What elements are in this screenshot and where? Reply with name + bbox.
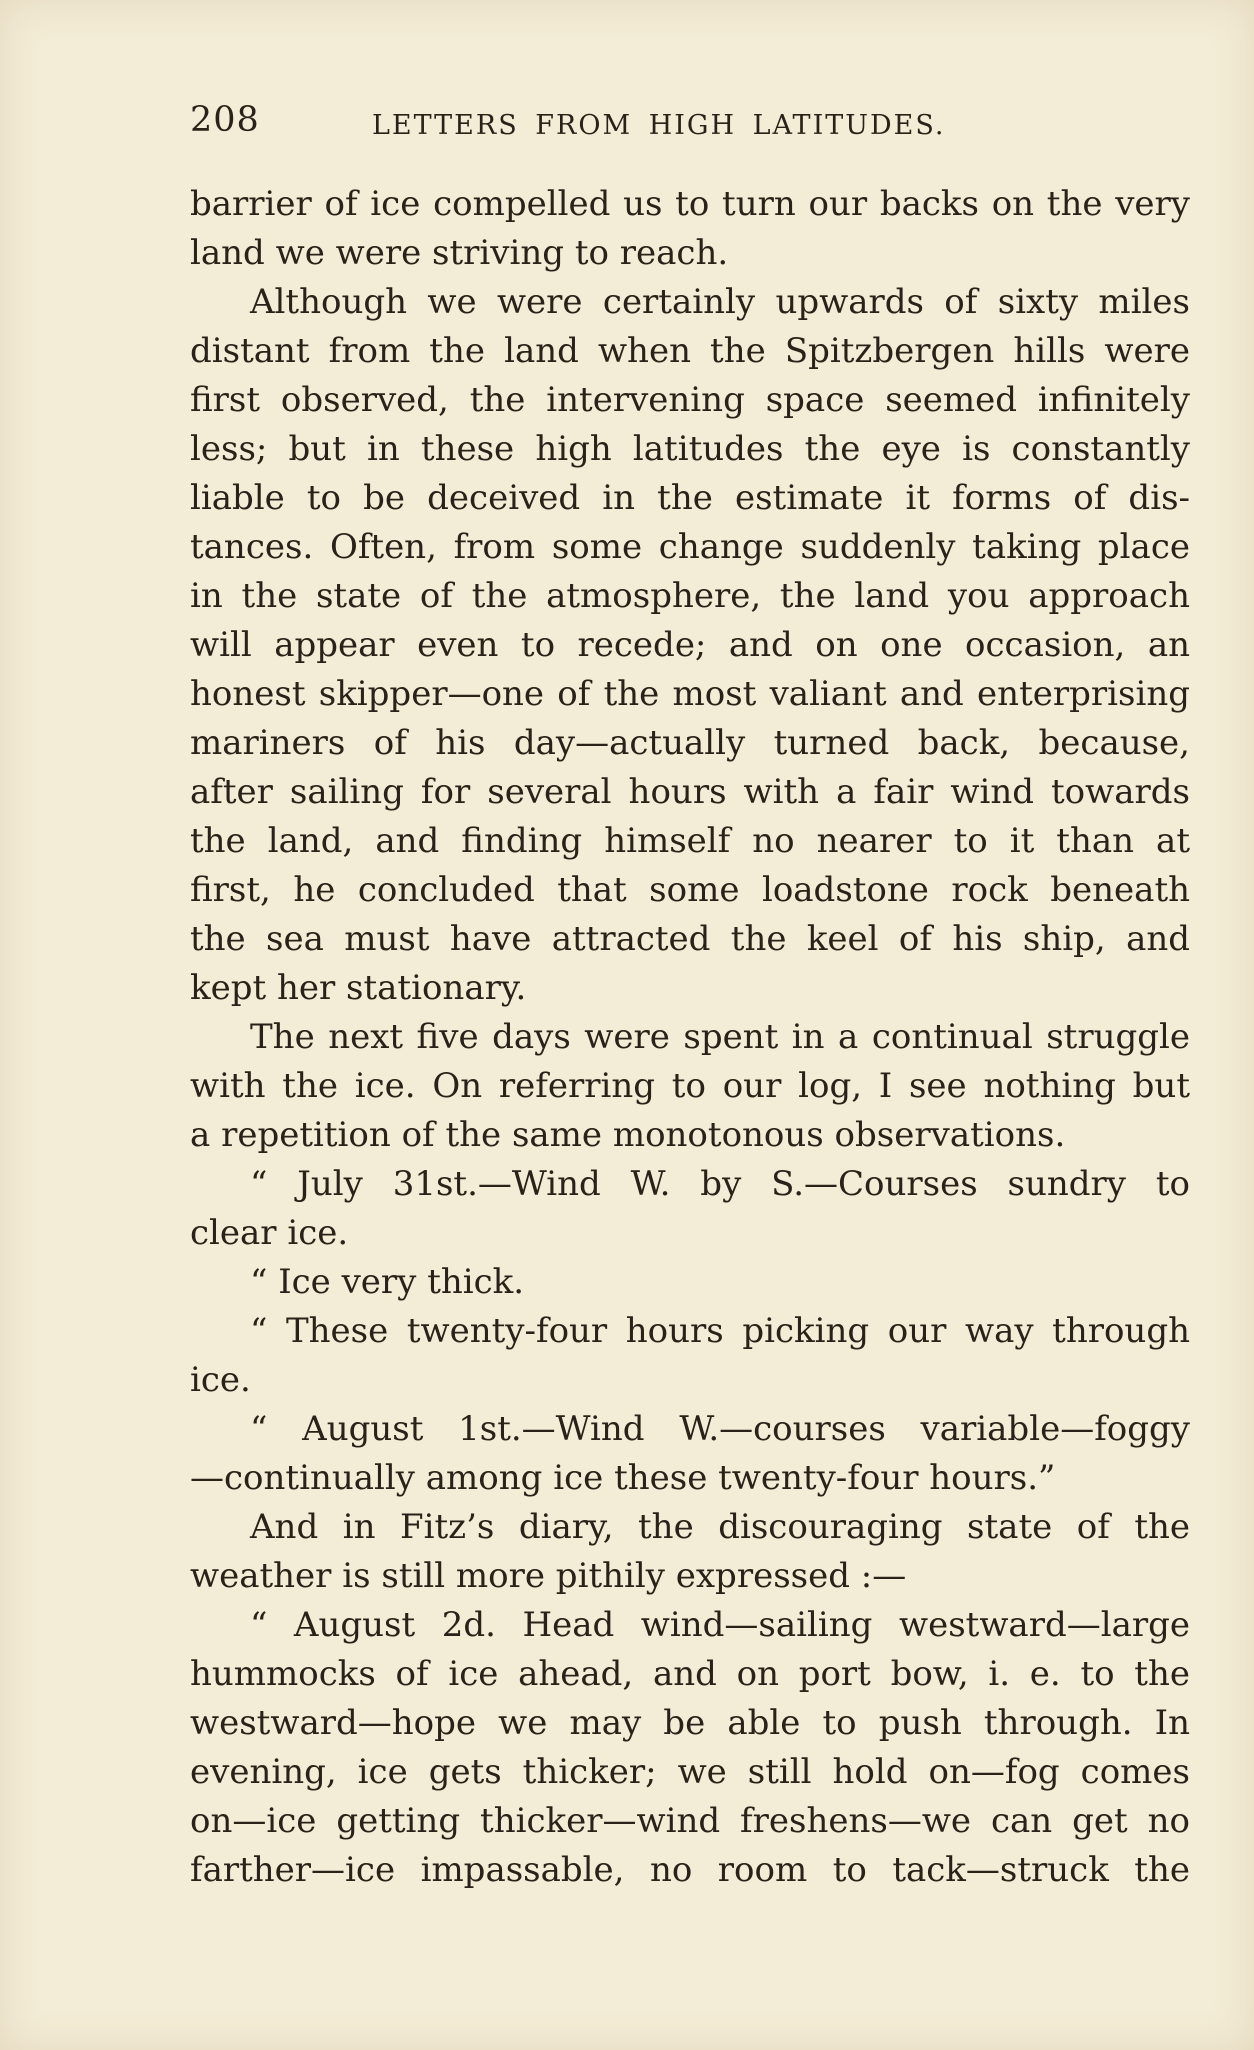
text-line: with the ice. On referring to our log, I see nothing but (190, 1066, 1190, 1106)
text-line: liable to be deceived in the estimate it forms of dis- (190, 478, 1190, 518)
text-line: —continually among ice these twenty-four hours.” (190, 1458, 1056, 1498)
text-line: hummocks of ice ahead, and on port bow, i. e. to the (190, 1654, 1190, 1694)
text-line: after sailing for several hours with a fair wind towards (190, 772, 1190, 812)
text-line: a repetition of the same monotonous observations. (190, 1115, 1066, 1155)
text-line: “ August 2d. Head wind—sailing westward—large (250, 1605, 1190, 1645)
text-line: kept her stationary. (190, 968, 527, 1008)
running-head (190, 100, 1190, 150)
text-line: barrier of ice compelled us to turn our backs on the very (190, 184, 1190, 224)
text-line: land we were striving to reach. (190, 233, 729, 273)
text-line: Although we were certainly upwards of sixty miles (250, 282, 1190, 322)
text-line: mariners of his day—actually turned back, because, (190, 723, 1190, 763)
text-line: first observed, the intervening space seemed infinitely (190, 380, 1190, 420)
text-line: “ July 31st.—Wind W. by S.—Courses sundry to (250, 1164, 1190, 1204)
text-line: distant from the land when the Spitzbergen hills were (190, 331, 1190, 371)
text-line: weather is still more pithily expressed :— (190, 1556, 907, 1596)
page-number: 208 (190, 100, 260, 140)
running-title: LETTERS FROM HIGH LATITUDES. (372, 110, 946, 141)
text-line: “ These twenty-four hours picking our way through (250, 1311, 1190, 1351)
text-line: will appear even to recede; and on one occasion, an (190, 625, 1190, 665)
text-line: less; but in these high latitudes the eye is constantly (190, 429, 1190, 469)
text-line: ice. (190, 1360, 251, 1400)
text-line: westward—hope we may be able to push through. In (190, 1703, 1190, 1743)
text-line: the land, and finding himself no nearer to it than at (190, 821, 1190, 861)
text-line: farther—ice impassable, no room to tack—struck the (190, 1850, 1190, 1890)
text-line: the sea must have attracted the keel of his ship, and (190, 919, 1190, 959)
text-line: on—ice getting thicker—wind freshens—we can get no (190, 1801, 1190, 1841)
text-line: clear ice. (190, 1213, 349, 1253)
text-line: honest skipper—one of the most valiant and enterprising (190, 674, 1190, 714)
body-text (190, 180, 1190, 1895)
text-line: first, he concluded that some loadstone rock beneath (190, 870, 1190, 910)
text-line: tances. Often, from some change suddenly taking place (190, 527, 1190, 567)
text-line: The next five days were spent in a continual struggle (250, 1017, 1190, 1057)
text-line: “ August 1st.—Wind W.—courses variable—foggy (250, 1409, 1190, 1449)
text-line: evening, ice gets thicker; we still hold on—fog comes (190, 1752, 1190, 1792)
text-line: in the state of the atmosphere, the land you approach (190, 576, 1190, 616)
text-line: “ Ice very thick. (250, 1262, 525, 1302)
text-line: And in Fitz’s diary, the discouraging state of the (250, 1507, 1190, 1547)
